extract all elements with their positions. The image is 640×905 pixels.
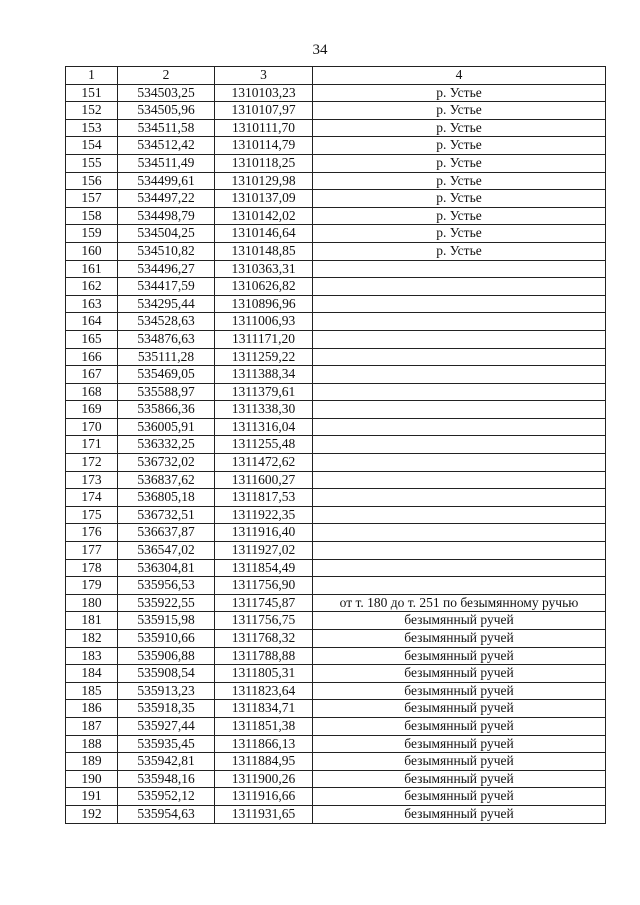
x-coordinate-cell: 535922,55	[118, 594, 215, 612]
y-coordinate-cell: 1311745,87	[215, 594, 313, 612]
table-row	[66, 665, 606, 683]
y-coordinate-cell: 1311851,38	[215, 717, 313, 735]
point-number-cell: 165	[66, 330, 118, 348]
table-row	[66, 647, 606, 665]
table-row	[66, 489, 606, 507]
point-number-cell: 182	[66, 630, 118, 648]
point-number-cell: 189	[66, 753, 118, 771]
point-number-cell: 167	[66, 366, 118, 384]
y-coordinate-cell: 1311884,95	[215, 753, 313, 771]
y-coordinate-cell: 1310626,82	[215, 278, 313, 296]
table-row	[66, 454, 606, 472]
x-coordinate-cell: 534295,44	[118, 295, 215, 313]
point-number-cell: 166	[66, 348, 118, 366]
x-coordinate-cell: 536547,02	[118, 542, 215, 560]
x-coordinate-cell: 534512,42	[118, 137, 215, 155]
y-coordinate-cell: 1311388,34	[215, 366, 313, 384]
description-cell: безымянный ручей	[313, 647, 606, 665]
x-coordinate-cell: 535956,53	[118, 577, 215, 595]
table-row	[66, 330, 606, 348]
table-row	[66, 137, 606, 155]
description-cell	[313, 330, 606, 348]
description-cell: безымянный ручей	[313, 735, 606, 753]
y-coordinate-cell: 1311255,48	[215, 436, 313, 454]
table-row	[66, 735, 606, 753]
table-row	[66, 506, 606, 524]
y-coordinate-cell: 1310896,96	[215, 295, 313, 313]
point-number-cell: 181	[66, 612, 118, 630]
table-row	[66, 102, 606, 120]
header-point-number: 1	[66, 67, 118, 85]
description-cell	[313, 436, 606, 454]
y-coordinate-cell: 1310111,70	[215, 119, 313, 137]
table-row	[66, 700, 606, 718]
point-number-cell: 158	[66, 207, 118, 225]
description-cell: от т. 180 до т. 251 по безымянному ручью	[313, 594, 606, 612]
point-number-cell: 153	[66, 119, 118, 137]
x-coordinate-cell: 534498,79	[118, 207, 215, 225]
x-coordinate-cell: 534505,96	[118, 102, 215, 120]
x-coordinate-cell: 534511,49	[118, 154, 215, 172]
x-coordinate-cell: 536805,18	[118, 489, 215, 507]
point-number-cell: 183	[66, 647, 118, 665]
point-number-cell: 187	[66, 717, 118, 735]
description-cell	[313, 454, 606, 472]
point-number-cell: 176	[66, 524, 118, 542]
point-number-cell: 154	[66, 137, 118, 155]
description-cell	[313, 506, 606, 524]
description-cell	[313, 313, 606, 331]
y-coordinate-cell: 1311916,40	[215, 524, 313, 542]
x-coordinate-cell: 535948,16	[118, 770, 215, 788]
y-coordinate-cell: 1310146,64	[215, 225, 313, 243]
table-row	[66, 119, 606, 137]
description-cell: р. Устье	[313, 119, 606, 137]
y-coordinate-cell: 1310114,79	[215, 137, 313, 155]
point-number-cell: 178	[66, 559, 118, 577]
description-cell: р. Устье	[313, 137, 606, 155]
table-row	[66, 612, 606, 630]
y-coordinate-cell: 1310129,98	[215, 172, 313, 190]
header-description: 4	[313, 67, 606, 85]
point-number-cell: 184	[66, 665, 118, 683]
table-row	[66, 225, 606, 243]
description-cell	[313, 278, 606, 296]
point-number-cell: 191	[66, 788, 118, 806]
description-cell	[313, 348, 606, 366]
y-coordinate-cell: 1310363,31	[215, 260, 313, 278]
point-number-cell: 179	[66, 577, 118, 595]
header-x-coordinate: 2	[118, 67, 215, 85]
description-cell: безымянный ручей	[313, 770, 606, 788]
point-number-cell: 171	[66, 436, 118, 454]
table-row	[66, 84, 606, 102]
description-cell	[313, 559, 606, 577]
y-coordinate-cell: 1311756,90	[215, 577, 313, 595]
y-coordinate-cell: 1311756,75	[215, 612, 313, 630]
point-number-cell: 152	[66, 102, 118, 120]
y-coordinate-cell: 1311472,62	[215, 454, 313, 472]
table-row	[66, 260, 606, 278]
x-coordinate-cell: 535913,23	[118, 682, 215, 700]
table-row	[66, 577, 606, 595]
table-row	[66, 594, 606, 612]
x-coordinate-cell: 536837,62	[118, 471, 215, 489]
point-number-cell: 156	[66, 172, 118, 190]
y-coordinate-cell: 1311834,71	[215, 700, 313, 718]
y-coordinate-cell: 1310107,97	[215, 102, 313, 120]
y-coordinate-cell: 1311171,20	[215, 330, 313, 348]
description-cell: р. Устье	[313, 190, 606, 208]
point-number-cell: 190	[66, 770, 118, 788]
table-row	[66, 172, 606, 190]
table-row	[66, 770, 606, 788]
y-coordinate-cell: 1311006,93	[215, 313, 313, 331]
table-row	[66, 682, 606, 700]
y-coordinate-cell: 1311866,13	[215, 735, 313, 753]
table-row	[66, 295, 606, 313]
description-cell: безымянный ручей	[313, 805, 606, 823]
x-coordinate-cell: 535866,36	[118, 401, 215, 419]
x-coordinate-cell: 535915,98	[118, 612, 215, 630]
point-number-cell: 170	[66, 418, 118, 436]
x-coordinate-cell: 535469,05	[118, 366, 215, 384]
table-row	[66, 313, 606, 331]
x-coordinate-cell: 534876,63	[118, 330, 215, 348]
point-number-cell: 192	[66, 805, 118, 823]
y-coordinate-cell: 1311379,61	[215, 383, 313, 401]
table-row	[66, 436, 606, 454]
y-coordinate-cell: 1310142,02	[215, 207, 313, 225]
description-cell	[313, 471, 606, 489]
x-coordinate-cell: 535906,88	[118, 647, 215, 665]
x-coordinate-cell: 534497,22	[118, 190, 215, 208]
description-cell: р. Устье	[313, 207, 606, 225]
description-cell	[313, 489, 606, 507]
point-number-cell: 160	[66, 242, 118, 260]
x-coordinate-cell: 535935,45	[118, 735, 215, 753]
table-row	[66, 471, 606, 489]
y-coordinate-cell: 1311316,04	[215, 418, 313, 436]
y-coordinate-cell: 1311768,32	[215, 630, 313, 648]
description-cell	[313, 418, 606, 436]
x-coordinate-cell: 535588,97	[118, 383, 215, 401]
x-coordinate-cell: 534511,58	[118, 119, 215, 137]
description-cell	[313, 542, 606, 560]
point-number-cell: 157	[66, 190, 118, 208]
y-coordinate-cell: 1311817,53	[215, 489, 313, 507]
point-number-cell: 169	[66, 401, 118, 419]
x-coordinate-cell: 535910,66	[118, 630, 215, 648]
y-coordinate-cell: 1311916,66	[215, 788, 313, 806]
x-coordinate-cell: 534503,25	[118, 84, 215, 102]
description-cell	[313, 295, 606, 313]
table-row	[66, 524, 606, 542]
description-cell: р. Устье	[313, 102, 606, 120]
table-row	[66, 788, 606, 806]
table-row	[66, 278, 606, 296]
point-number-cell: 159	[66, 225, 118, 243]
table-row	[66, 542, 606, 560]
point-number-cell: 177	[66, 542, 118, 560]
header-row	[66, 67, 606, 85]
x-coordinate-cell: 534417,59	[118, 278, 215, 296]
description-cell: безымянный ручей	[313, 612, 606, 630]
x-coordinate-cell: 534528,63	[118, 313, 215, 331]
y-coordinate-cell: 1311788,88	[215, 647, 313, 665]
x-coordinate-cell: 534510,82	[118, 242, 215, 260]
description-cell	[313, 383, 606, 401]
x-coordinate-cell: 535954,63	[118, 805, 215, 823]
description-cell	[313, 577, 606, 595]
x-coordinate-cell: 536732,02	[118, 454, 215, 472]
description-cell: безымянный ручей	[313, 717, 606, 735]
x-coordinate-cell: 536304,81	[118, 559, 215, 577]
x-coordinate-cell: 534496,27	[118, 260, 215, 278]
x-coordinate-cell: 534499,61	[118, 172, 215, 190]
y-coordinate-cell: 1310137,09	[215, 190, 313, 208]
description-cell	[313, 401, 606, 419]
table-header	[66, 67, 606, 85]
x-coordinate-cell: 536637,87	[118, 524, 215, 542]
table-row	[66, 717, 606, 735]
point-number-cell: 186	[66, 700, 118, 718]
y-coordinate-cell: 1311259,22	[215, 348, 313, 366]
y-coordinate-cell: 1311927,02	[215, 542, 313, 560]
description-cell: безымянный ручей	[313, 665, 606, 683]
x-coordinate-cell: 535908,54	[118, 665, 215, 683]
table-row	[66, 630, 606, 648]
description-cell: безымянный ручей	[313, 753, 606, 771]
table-row	[66, 242, 606, 260]
description-cell: р. Устье	[313, 225, 606, 243]
table-body	[66, 84, 606, 823]
y-coordinate-cell: 1311922,35	[215, 506, 313, 524]
table-row	[66, 753, 606, 771]
table-row	[66, 366, 606, 384]
y-coordinate-cell: 1311338,30	[215, 401, 313, 419]
header-y-coordinate: 3	[215, 67, 313, 85]
point-number-cell: 172	[66, 454, 118, 472]
description-cell: безымянный ручей	[313, 682, 606, 700]
point-number-cell: 173	[66, 471, 118, 489]
point-number-cell: 162	[66, 278, 118, 296]
y-coordinate-cell: 1310148,85	[215, 242, 313, 260]
point-number-cell: 161	[66, 260, 118, 278]
y-coordinate-cell: 1311805,31	[215, 665, 313, 683]
table-row	[66, 190, 606, 208]
description-cell: р. Устье	[313, 84, 606, 102]
description-cell: безымянный ручей	[313, 700, 606, 718]
y-coordinate-cell: 1311900,26	[215, 770, 313, 788]
table-row	[66, 154, 606, 172]
x-coordinate-cell: 535918,35	[118, 700, 215, 718]
x-coordinate-cell: 535952,12	[118, 788, 215, 806]
point-number-cell: 174	[66, 489, 118, 507]
point-number-cell: 175	[66, 506, 118, 524]
description-cell: безымянный ручей	[313, 630, 606, 648]
y-coordinate-cell: 1311823,64	[215, 682, 313, 700]
x-coordinate-cell: 536005,91	[118, 418, 215, 436]
description-cell	[313, 366, 606, 384]
table-row	[66, 805, 606, 823]
y-coordinate-cell: 1311931,65	[215, 805, 313, 823]
description-cell: р. Устье	[313, 154, 606, 172]
coordinates-table	[65, 66, 606, 824]
point-number-cell: 163	[66, 295, 118, 313]
y-coordinate-cell: 1310103,23	[215, 84, 313, 102]
x-coordinate-cell: 536332,25	[118, 436, 215, 454]
point-number-cell: 188	[66, 735, 118, 753]
x-coordinate-cell: 536732,51	[118, 506, 215, 524]
point-number-cell: 151	[66, 84, 118, 102]
x-coordinate-cell: 535927,44	[118, 717, 215, 735]
description-cell: р. Устье	[313, 242, 606, 260]
table-row	[66, 418, 606, 436]
table-row	[66, 207, 606, 225]
description-cell	[313, 524, 606, 542]
description-cell: р. Устье	[313, 172, 606, 190]
point-number-cell: 155	[66, 154, 118, 172]
point-number-cell: 180	[66, 594, 118, 612]
y-coordinate-cell: 1311600,27	[215, 471, 313, 489]
table-row	[66, 401, 606, 419]
page-number: 34	[312, 42, 328, 58]
y-coordinate-cell: 1311854,49	[215, 559, 313, 577]
x-coordinate-cell: 535111,28	[118, 348, 215, 366]
description-cell	[313, 260, 606, 278]
table-row	[66, 348, 606, 366]
x-coordinate-cell: 535942,81	[118, 753, 215, 771]
point-number-cell: 185	[66, 682, 118, 700]
description-cell: безымянный ручей	[313, 788, 606, 806]
point-number-cell: 164	[66, 313, 118, 331]
y-coordinate-cell: 1310118,25	[215, 154, 313, 172]
table-row	[66, 559, 606, 577]
point-number-cell: 168	[66, 383, 118, 401]
table-row	[66, 383, 606, 401]
x-coordinate-cell: 534504,25	[118, 225, 215, 243]
